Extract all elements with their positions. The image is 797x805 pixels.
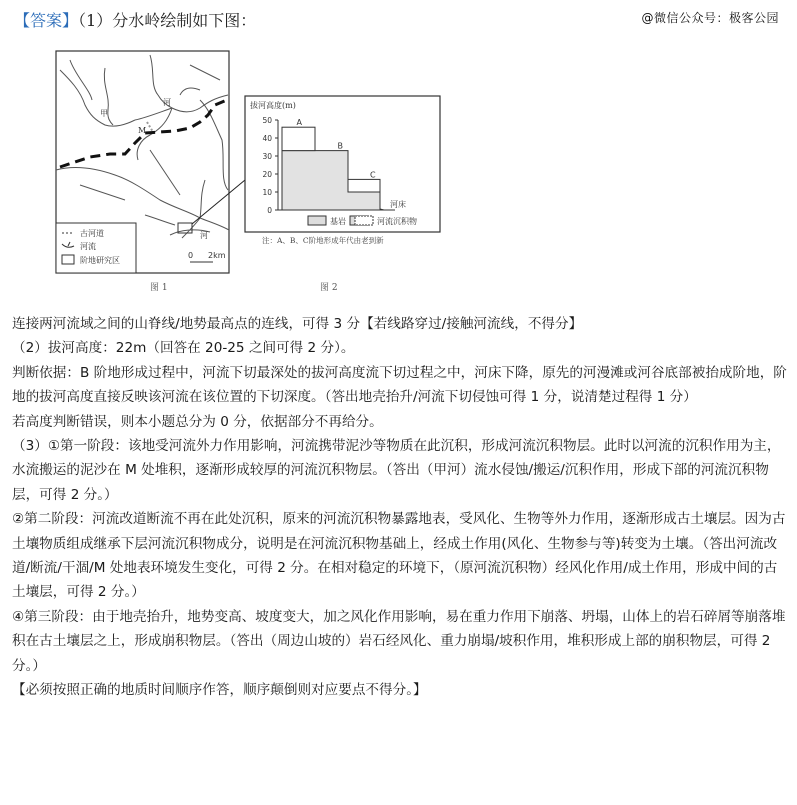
- terrace-label-A: A: [296, 118, 302, 128]
- y-tick-label: 10: [262, 188, 272, 197]
- legend-study-area: 阶地研究区: [80, 256, 120, 265]
- riverbed-label: 河床: [390, 200, 406, 209]
- figure1-caption: 图 1: [150, 283, 168, 293]
- scale-end: 2km: [208, 251, 226, 260]
- paragraph-watershed: 连接两河流域之间的山脊线/地势最高点的连线，可得 3 分【若线路穿过/接触河流线，不得分】: [12, 316, 583, 332]
- river-jia-label: 甲: [100, 109, 108, 118]
- paragraph-q2-note: 若高度判断错误，则本小题总分为 0 分，依据部分不再给分。: [12, 413, 383, 430]
- river-label-1: 河: [163, 98, 171, 107]
- terrace-label-B: B: [337, 141, 343, 151]
- answer-tag: 【答案】: [14, 11, 79, 30]
- legend-river: 河流: [80, 242, 96, 251]
- paragraph-q3-stage1: （3）①第一阶段：该地受河流外力作用影响，河流携带泥沙等物质在此沉积，形成河流沉积物层。此时以河流的沉积作用为主，水流搬运的泥沙在 M 处堆积，逐渐形成较厚的河流沉积物层。（答出（甲河）流水侵蚀/搬运/沉积作用，形成下部的河流沉积物层，可得 2 分。）: [12, 438, 781, 503]
- figures: [50, 40, 450, 300]
- paragraph-q3-stage2: ②第二阶段：河流改道断流不再在此处沉积，原来的河流沉积物暴露地表，受风化、生物等外力作用，逐渐形成古土壤层。因为古土壤物质组成继承下层河流沉积物成分，说明是在河流沉积物基础上，经成土作用(风化、生物参与等)转变为土壤。（答出河流改道/断流/干涸/M 处地表环境发生变化，可得 2 分。在相对稳定的环境下，（原河流沉积物）经风化作用/成土作用，形成中间的古土壤层，可得 2 分。）: [12, 511, 786, 601]
- sediment-swatch-icon: [355, 216, 373, 225]
- paragraph-q2-basis: 判断依据：B 阶地形成过程中，河流下切最深处的拔河高度流下切过程之中，河床下降，原先的河漫滩或河谷底部被抬成阶地，阶地的拔河高度直接反映该河流在该位置的下切深度。（答出地壳抬升/河流下切侵蚀可得 1 分，说清楚过程得 1 分）: [12, 364, 787, 406]
- y-tick-label: 50: [262, 116, 272, 125]
- question-text: （1）分水岭绘制如下图：: [78, 11, 257, 30]
- y-tick-label: 20: [262, 170, 272, 179]
- chart-ylabel: 拔河高度(m): [250, 101, 296, 110]
- y-tick-label: 30: [262, 152, 272, 161]
- chart-note: 注：A、B、C阶地形成年代由老到新: [262, 236, 384, 245]
- figure2-caption: 图 2: [320, 283, 338, 293]
- figure2-chart: [245, 96, 440, 293]
- sediment-layer-C: [348, 179, 380, 192]
- answer-body: [12, 312, 787, 703]
- legend-ancient-channel: 古河道: [80, 229, 104, 238]
- river-label-2: 河: [200, 231, 208, 240]
- y-tick-label: 0: [267, 206, 272, 215]
- paragraph-q2-height: （2）拔河高度：22m（回答在 20-25 之间可得 2 分）。: [12, 340, 355, 357]
- legend-bedrock-label: 基岩: [330, 217, 346, 226]
- paragraph-q3-stage3: ④第三阶段：由于地壳抬升，地势变高、坡度变大，加之风化作用影响，易在重力作用下崩落、坍塌，山体上的岩石碎屑等崩落堆积在古土壤层之上，形成崩积物层。（答出（周边山坡的）岩石经风化、重力崩塌/坡积作用，堆积形成上部的崩积物层，可得 2 分。）: [12, 608, 786, 674]
- paragraph-q3-order-note: 【必须按照正确的地质时间顺序作答，顺序颠倒则对应要点不得分。】: [12, 682, 427, 699]
- sediment-layer-A: [282, 127, 315, 150]
- y-tick-label: 40: [262, 134, 272, 143]
- legend-sediment-label: 河流沉积物: [377, 217, 417, 226]
- figure1-map: [56, 51, 245, 293]
- answer-header: [14, 8, 256, 31]
- point-m-label: M: [138, 126, 147, 135]
- legend-bedrock-swatch: [308, 216, 326, 225]
- source-credit: @微信公众号：极客公园: [641, 11, 779, 25]
- terrace-label-C: C: [370, 170, 376, 180]
- scale-start: 0: [188, 251, 194, 260]
